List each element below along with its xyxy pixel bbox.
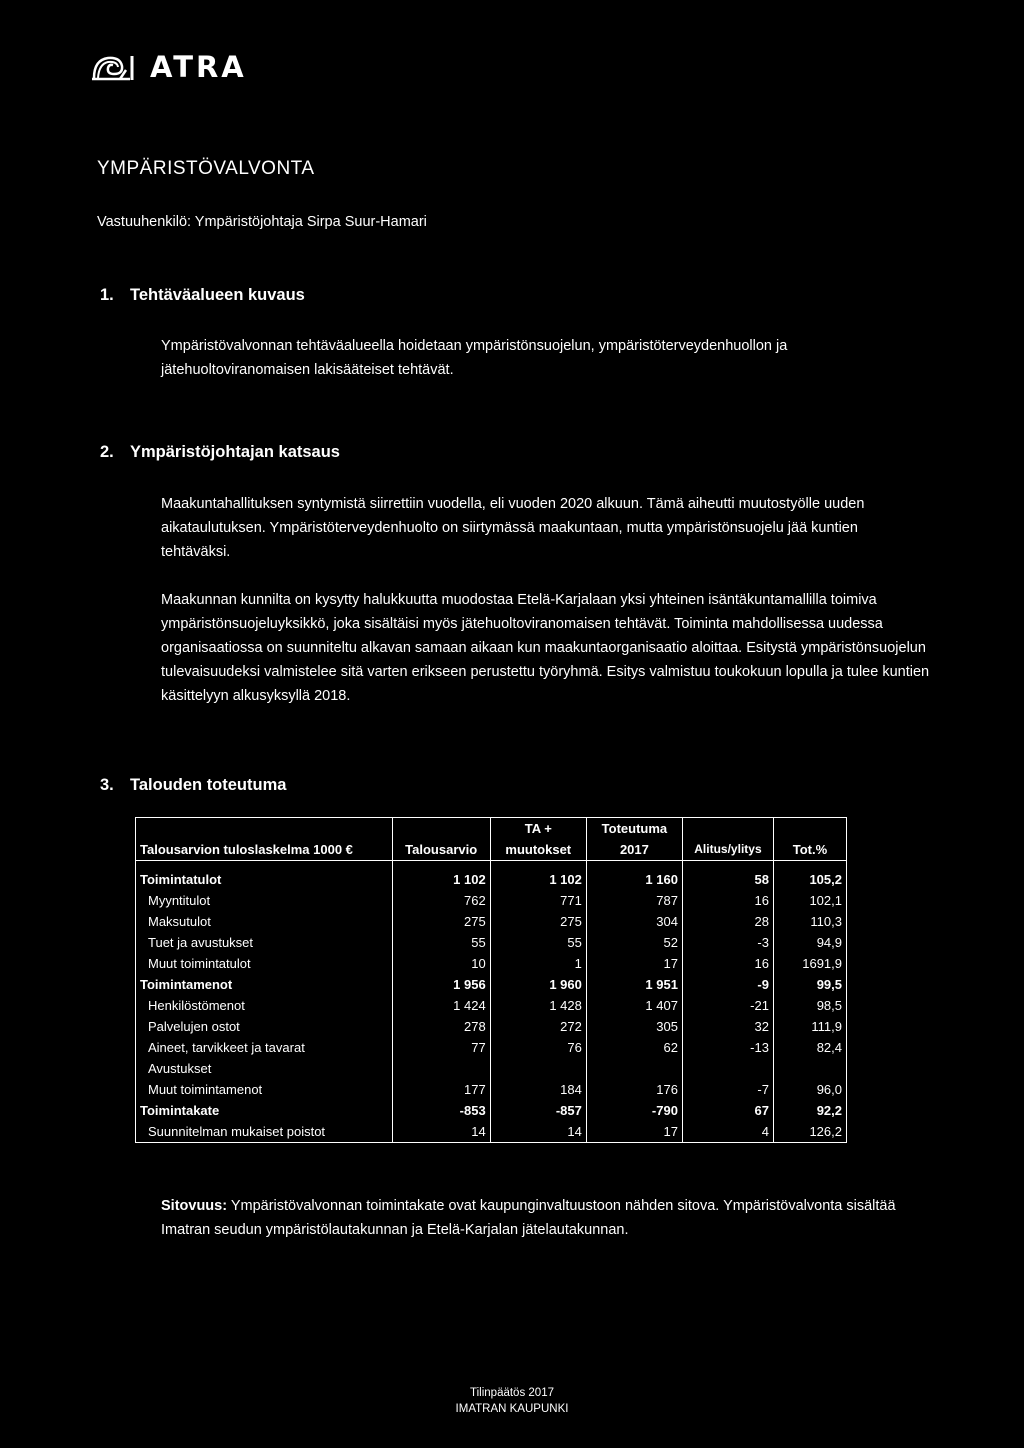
row-label: Toimintatulot bbox=[136, 861, 393, 891]
table-header-row-bottom bbox=[136, 839, 847, 861]
section-3-heading bbox=[100, 776, 286, 795]
logo-wordmark: ATRA bbox=[150, 50, 247, 84]
table-header-cell: Talousarvio bbox=[392, 839, 490, 861]
table-cell: 177 bbox=[392, 1079, 490, 1100]
table-cell: 126,2 bbox=[773, 1121, 846, 1143]
table-cell: 762 bbox=[392, 890, 490, 911]
table-cell: 58 bbox=[682, 861, 773, 891]
section-number: 2. bbox=[100, 443, 114, 461]
row-label: Muut toimintatulot bbox=[136, 953, 393, 974]
table-cell: 94,9 bbox=[773, 932, 846, 953]
table-cell: 98,5 bbox=[773, 995, 846, 1016]
table-cell bbox=[586, 1058, 682, 1079]
table-header-cell: muutokset bbox=[490, 839, 586, 861]
row-label: Tuet ja avustukset bbox=[136, 932, 393, 953]
table-cell: 10 bbox=[392, 953, 490, 974]
row-label: Palvelujen ostot bbox=[136, 1016, 393, 1037]
table-header-cell: Toteutuma bbox=[586, 818, 682, 840]
row-label: Muut toimintamenot bbox=[136, 1079, 393, 1100]
table-cell: 1 960 bbox=[490, 974, 586, 995]
table-cell: 1 951 bbox=[586, 974, 682, 995]
table-row bbox=[136, 1100, 847, 1121]
table-cell: -7 bbox=[682, 1079, 773, 1100]
table-cell: 14 bbox=[490, 1121, 586, 1143]
table-row bbox=[136, 953, 847, 974]
finance-table bbox=[135, 817, 847, 1143]
table-header-cell: TA + bbox=[490, 818, 586, 840]
table-cell: 304 bbox=[586, 911, 682, 932]
logo bbox=[90, 50, 247, 84]
table-cell: 92,2 bbox=[773, 1100, 846, 1121]
table-row bbox=[136, 911, 847, 932]
table-cell: -857 bbox=[490, 1100, 586, 1121]
table-cell: 67 bbox=[682, 1100, 773, 1121]
section-title: Tehtäväalueen kuvaus bbox=[130, 286, 305, 304]
section-2-text bbox=[161, 492, 931, 708]
table-row bbox=[136, 861, 847, 891]
table-cell: -853 bbox=[392, 1100, 490, 1121]
table-row bbox=[136, 995, 847, 1016]
table-cell: 76 bbox=[490, 1037, 586, 1058]
table-row bbox=[136, 1037, 847, 1058]
table-header-cell bbox=[773, 818, 846, 840]
table-cell: 1 956 bbox=[392, 974, 490, 995]
table-cell: 16 bbox=[682, 953, 773, 974]
table-cell: 82,4 bbox=[773, 1037, 846, 1058]
table-cell: 111,9 bbox=[773, 1016, 846, 1037]
table-cell: 176 bbox=[586, 1079, 682, 1100]
row-label: Henkilöstömenot bbox=[136, 995, 393, 1016]
table-cell: 32 bbox=[682, 1016, 773, 1037]
binding-text: Ympäristövalvonnan toimintakate ovat kaupunginvaltuustoon nähden sitova. Ympäristövalvonta sisältää Imatran seudun ympäristölautakunnan ja Etelä-Karjalan jätelautakunnan. bbox=[161, 1198, 896, 1238]
table-cell: 1691,9 bbox=[773, 953, 846, 974]
binding-label: Sitovuus: bbox=[161, 1198, 228, 1214]
table-cell: 17 bbox=[586, 1121, 682, 1143]
table-header-cell bbox=[392, 818, 490, 840]
table-cell: -9 bbox=[682, 974, 773, 995]
table-cell: 17 bbox=[586, 953, 682, 974]
table-cell: 14 bbox=[392, 1121, 490, 1143]
row-label: Suunnitelman mukaiset poistot bbox=[136, 1121, 393, 1143]
table-header-cell: Talousarvion tuloslaskelma 1000 € bbox=[136, 839, 393, 861]
table-cell: 4 bbox=[682, 1121, 773, 1143]
table-header-row-top bbox=[136, 818, 847, 840]
row-label: Toimintamenot bbox=[136, 974, 393, 995]
table-header-cell: Tot.% bbox=[773, 839, 846, 861]
table-row bbox=[136, 932, 847, 953]
table-row bbox=[136, 974, 847, 995]
table-row bbox=[136, 890, 847, 911]
table-cell: 275 bbox=[490, 911, 586, 932]
row-label: Myyntitulot bbox=[136, 890, 393, 911]
table-cell: 1 102 bbox=[490, 861, 586, 891]
footer-report-title: Tilinpäätös 2017 bbox=[470, 1387, 554, 1399]
paragraph: Maakunnan kunnilta on kysytty halukkuutta muodostaa Etelä-Karjalaan yksi yhteinen isäntäkuntamallilla toimiva ympäristönsuojeluyksikkö, joka sisältäisi myös jätehuoltoviranomaisen tehtävät. Toiminta mahdollisessa uudessa organisaatiossa on suunniteltu alkavan samaan aikaan kun maakuntaorganisaatio aloittaa. Esitystä ympäristönsuojelun tulevaisuudeksi valmistelee sitä varten erikseen perustettu työryhmä. Esitys valmistuu toukokuun lopulla ja tulee kuntien käsittelyyn alkusyksyllä 2018. bbox=[161, 592, 930, 704]
table-cell bbox=[682, 1058, 773, 1079]
section-title: Ympäristöjohtajan katsaus bbox=[130, 443, 340, 461]
table-cell: 787 bbox=[586, 890, 682, 911]
paragraph: Ympäristövalvonnan tehtäväalueella hoidetaan ympäristönsuojelun, ympäristöterveydenhuollon ja jätehuoltoviranomaisen lakisääteiset tehtävät. bbox=[161, 338, 788, 378]
table-cell: 102,1 bbox=[773, 890, 846, 911]
footer-city-name: IMATRAN KAUPUNKI bbox=[455, 1403, 569, 1415]
table-cell: 1 428 bbox=[490, 995, 586, 1016]
binding-note bbox=[161, 1194, 931, 1242]
table-cell: 55 bbox=[490, 932, 586, 953]
table-cell: -790 bbox=[586, 1100, 682, 1121]
table-row bbox=[136, 1079, 847, 1100]
row-label: Toimintakate bbox=[136, 1100, 393, 1121]
page-footer bbox=[0, 1385, 1024, 1417]
section-number: 3. bbox=[100, 776, 114, 794]
table-cell: 771 bbox=[490, 890, 586, 911]
row-label: Aineet, tarvikkeet ja tavarat bbox=[136, 1037, 393, 1058]
table-cell: 62 bbox=[586, 1037, 682, 1058]
row-label: Avustukset bbox=[136, 1058, 393, 1079]
section-number: 1. bbox=[100, 286, 114, 304]
table-header-cell bbox=[682, 818, 773, 840]
table-cell: -21 bbox=[682, 995, 773, 1016]
table-cell: 16 bbox=[682, 890, 773, 911]
table-cell: 28 bbox=[682, 911, 773, 932]
table-cell bbox=[392, 1058, 490, 1079]
table-cell bbox=[490, 1058, 586, 1079]
table-cell: 1 bbox=[490, 953, 586, 974]
table-cell: -3 bbox=[682, 932, 773, 953]
paragraph: Maakuntahallituksen syntymistä siirrettiin vuodella, eli vuoden 2020 alkuun. Tämä aiheutti muutostyölle uuden aikataulutuksen. Ympäristöterveydenhuolto on siirtymässä maakuntaan, mutta ympäristönsuojelu jää kuntien tehtäväksi. bbox=[161, 496, 865, 560]
city-emblem-icon bbox=[90, 52, 134, 82]
table-cell: 305 bbox=[586, 1016, 682, 1037]
table-row bbox=[136, 1121, 847, 1143]
table-cell: 55 bbox=[392, 932, 490, 953]
table-cell: 110,3 bbox=[773, 911, 846, 932]
page-title: YMPÄRISTÖVALVONTA bbox=[97, 158, 315, 179]
table-cell: 1 407 bbox=[586, 995, 682, 1016]
table-row bbox=[136, 1016, 847, 1037]
table-header-cell: Alitus/ylitys bbox=[682, 839, 773, 861]
section-2-heading bbox=[100, 443, 340, 462]
section-1-text bbox=[161, 334, 931, 382]
section-1-heading bbox=[100, 286, 305, 305]
table-row bbox=[136, 1058, 847, 1079]
table-header-cell bbox=[136, 818, 393, 840]
table-cell: 1 102 bbox=[392, 861, 490, 891]
table-cell: 52 bbox=[586, 932, 682, 953]
table-cell: 77 bbox=[392, 1037, 490, 1058]
table-cell: -13 bbox=[682, 1037, 773, 1058]
table-cell: 1 424 bbox=[392, 995, 490, 1016]
table-header-cell: 2017 bbox=[586, 839, 682, 861]
table-cell: 99,5 bbox=[773, 974, 846, 995]
responsible-person: Vastuuhenkilö: Ympäristöjohtaja Sirpa Suur-Hamari bbox=[97, 214, 427, 230]
table-cell: 184 bbox=[490, 1079, 586, 1100]
table-cell: 278 bbox=[392, 1016, 490, 1037]
table-cell bbox=[773, 1058, 846, 1079]
table-cell: 272 bbox=[490, 1016, 586, 1037]
section-title: Talouden toteutuma bbox=[130, 776, 287, 794]
row-label: Maksutulot bbox=[136, 911, 393, 932]
table-cell: 96,0 bbox=[773, 1079, 846, 1100]
table-cell: 275 bbox=[392, 911, 490, 932]
table-cell: 105,2 bbox=[773, 861, 846, 891]
table-cell: 1 160 bbox=[586, 861, 682, 891]
